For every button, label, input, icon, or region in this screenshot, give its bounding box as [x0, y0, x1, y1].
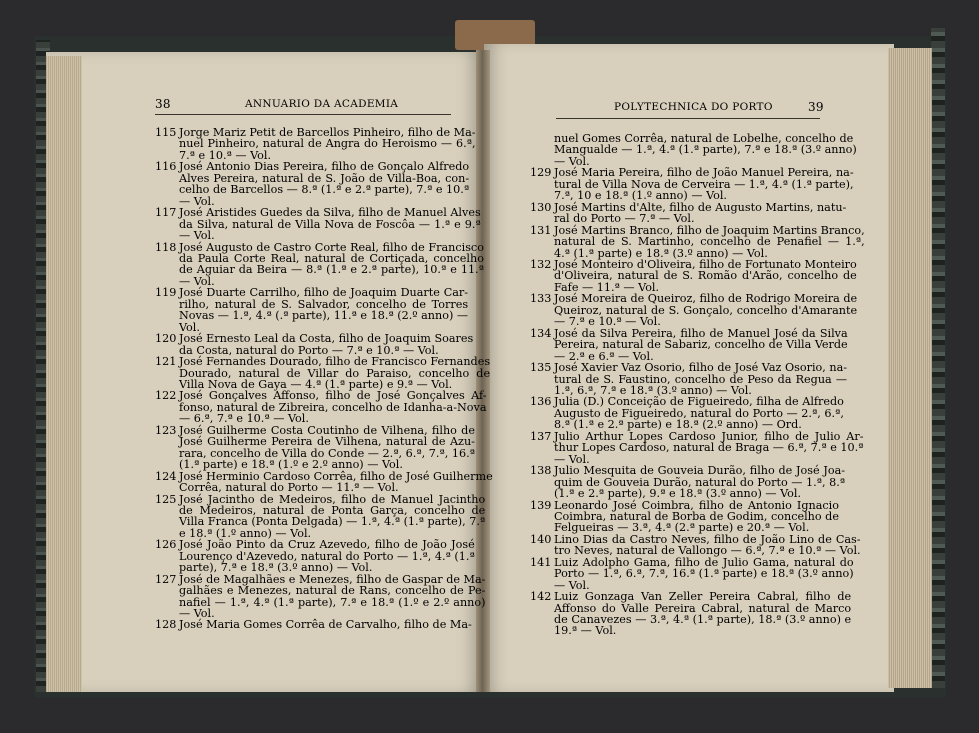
entry-line: José Augusto de Castro Corte Real, filho de Francisco: [179, 240, 484, 254]
entry-text: [554, 396, 844, 430]
entry-line: 4.ª (1.ª parte) e 18.ª (3.º anno) — Vol.: [554, 246, 768, 260]
entry-line: José Maria Pereira, filho de João Manuel Pereira, na-: [554, 166, 854, 180]
entry: [530, 590, 852, 638]
entry-text: [554, 328, 848, 362]
entry-text: [554, 293, 857, 327]
entry: [155, 286, 469, 334]
entry-text: [554, 500, 839, 534]
right-page-number: 39: [808, 100, 824, 114]
left-running-head: ANNUARIO DA ACADEMIA: [245, 98, 399, 110]
entry-line: 1.ª, 6.ª, 7.ª e 18.ª (3.º anno) — Vol.: [554, 383, 752, 397]
entry-number: 119: [155, 286, 177, 300]
entry-line: Corrêa, natural do Porto — 11.ª — Vol.: [179, 481, 399, 495]
entry-line: — Vol.: [554, 578, 590, 592]
entry-line: nafiel — 1.ª, 4.ª (1.ª parte), 7.ª e 18.ª (1.º e 2.º anno): [179, 595, 486, 609]
entry-text: [554, 225, 865, 259]
entry-number: 115: [155, 126, 177, 139]
entry-number: 135: [530, 361, 552, 375]
entry: [155, 206, 481, 243]
entry-line: Pereira, natural de Sabariz, concelho de Villa Verde: [554, 338, 848, 352]
entry-number: 125: [155, 492, 177, 506]
entry-number: 139: [530, 498, 552, 512]
entry-text: [179, 242, 484, 288]
entry-line: — Vol.: [179, 194, 215, 208]
entry-line: José Antonio Dias Pereira, filho de Gonçalo Alfredo: [179, 160, 470, 174]
entry-number: 129: [530, 166, 552, 180]
entry-line: José Herminio Cardoso Corrêa, filho de José Guilherme: [179, 469, 493, 483]
entry-line: 8.ª (1.ª e 2.ª parte) e 18.ª (2.º anno) — Ord.: [554, 418, 802, 432]
entry-number: 136: [530, 395, 552, 409]
left-page-stack: [46, 56, 82, 692]
entry-line: Mangualde — 1.ª, 4.ª (1.ª parte), 7.ª e 18.ª (3.º anno): [554, 143, 857, 157]
left-entries: [155, 126, 493, 632]
entry-text: [554, 557, 854, 591]
entry-text: [554, 465, 845, 499]
entry-line: Lourenço d'Azevedo, natural do Porto — 1.ª, 4.ª (1.ª: [179, 549, 475, 563]
entry-line: galhães e Menezes, natural de Rans, concelho de Pe-: [179, 584, 486, 598]
entry-number: 140: [530, 532, 552, 546]
entry: [155, 389, 487, 426]
entry-number: 134: [530, 326, 552, 340]
entry: [530, 498, 839, 535]
entry: [155, 355, 491, 391]
entry-line: Alves Pereira, natural de S. João de Villa-Boa, con-: [179, 171, 470, 185]
entry-line: tural de Villa Nova de Cerveira — 1.ª, 4.ª (1.ª parte),: [554, 177, 854, 191]
entry-number: 137: [530, 429, 552, 443]
entry-line: Villa Franca (Ponta Delgada) — 1.ª, 4.ª (1.ª parte), 7.ª: [179, 515, 486, 529]
entry-line: Novas — 1.ª, 4.ª (.ª parte), 11.ª e 18.ª (2.º anno) —: [179, 309, 469, 323]
entry-line: (1.ª e 2.ª parte), 9.ª e 18.ª (3.º anno) — Vol.: [554, 487, 802, 501]
entry-number: 124: [155, 469, 177, 483]
left-page-number: 38: [155, 97, 171, 111]
entry-line: Villa Nova de Gaya — 4.ª (1.ª parte) e 9.ª — Vol.: [179, 377, 453, 391]
entry-line: rilho, natural de S. Salvador, concelho de Torres: [179, 297, 469, 311]
entry-number: 121: [155, 355, 177, 369]
entry-line: natural de S. Martinho, concelho de Penafiel — 1.ª,: [554, 235, 865, 249]
entry-line: Julio Arthur Lopes Cardoso Junior, filho de Julio Ar-: [554, 429, 864, 443]
entry-line: d'Oliveira, natural de S. Romão d'Arão, concelho de: [554, 269, 857, 283]
entry: [530, 555, 854, 592]
entry-line: ral do Porto — 7.ª — Vol.: [554, 212, 695, 226]
entry-text: [179, 425, 475, 471]
entry: [530, 223, 865, 260]
entry-line: 19.ª — Vol.: [554, 624, 617, 638]
entry: [155, 423, 475, 472]
entry-number: 133: [530, 292, 552, 306]
entry-line: Felgueiras — 3.ª, 4.ª (2.ª parte) e 20.ª — Vol.: [554, 521, 810, 535]
entry-text: [179, 356, 490, 390]
entry: [155, 240, 484, 288]
entry-number: 117: [155, 206, 177, 220]
entry-number: 122: [155, 389, 177, 403]
entry-number: 130: [530, 200, 552, 214]
entry-text: [554, 167, 854, 201]
entry-line: José Gonçalves Affonso, filho de José Gonçalves Af-: [179, 389, 487, 403]
entry-line: tural de S. Faustino, concelho de Peso da Regua —: [554, 372, 848, 386]
entry-line: da Costa, natural do Porto — 7.ª e 10.ª — Vol.: [179, 343, 439, 357]
entry-number: 126: [155, 538, 177, 552]
entry-line: José João Pinto da Cruz Azevedo, filho de João José: [179, 538, 475, 552]
entry-text: [554, 431, 864, 465]
entry-line: José Monteiro d'Oliveira, filho de Fortunato Monteiro: [554, 257, 857, 271]
entry-text: [554, 534, 861, 557]
entry-line: José Guilherme Costa Coutinho de Vilhena, filho de: [179, 423, 475, 437]
entry-line: José Martins Branco, filho de Joaquim Martins Branco,: [554, 223, 865, 237]
entry-line: Coimbra, natural de Borba de Godim, concelho de: [554, 509, 839, 523]
entry-text: [179, 539, 475, 573]
entry-line: de Aguiar da Beira — 8.ª (1.ª e 2.ª parte), 10.ª e 11.ª: [179, 263, 484, 277]
entry-line: e 18.ª (1.º anno) — Vol.: [179, 526, 312, 540]
entry-number: 120: [155, 332, 177, 346]
entry-text: [554, 202, 846, 225]
entry-line: José Ernesto Leal da Costa, filho de Joaquim Soares: [179, 332, 474, 346]
entry: [530, 532, 861, 558]
right-header-rule: [556, 118, 820, 119]
entry-line: Dourado, natural de Villar do Paraiso, concelho de: [179, 366, 491, 380]
entry-line: da Silva, natural de Villa Nova de Foscôa — 1.ª e 9.ª: [179, 217, 481, 231]
entry-line: Queiroz, natural de S. Gonçalo, concelho d'Amarante: [554, 303, 858, 317]
entry: [530, 326, 848, 363]
entry-line: Vol.: [179, 320, 200, 334]
entry: [530, 429, 864, 466]
entry-number: 131: [530, 223, 552, 237]
entry-number: 132: [530, 257, 552, 271]
entry: [155, 492, 486, 540]
entry-line: celho de Barcellos — 8.ª (1.ª e 2.ª parte), 7.ª e 10.ª: [179, 183, 470, 197]
entry-line: — 6.ª, 7.ª e 10.ª — Vol.: [179, 412, 309, 426]
right-page-stack: [888, 48, 932, 688]
entry-line: rara, concelho de Villa do Conde — 2.ª, 6.ª, 7.ª, 16.ª: [179, 446, 475, 460]
entry-line: fonso, natural de Zibreira, concelho de Idanha-a-Nova: [179, 400, 487, 414]
entry-number: 142: [530, 590, 552, 604]
entry-line: Luiz Gonzaga Van Zeller Pereira Cabral, filho de: [554, 590, 852, 604]
entry-line: José Duarte Carrilho, filho de Joaquim Duarte Car-: [179, 286, 469, 300]
entry-line: — Vol.: [554, 154, 590, 168]
entry-line: Jorge Mariz Petit de Barcellos Pinheiro, filho de Ma-: [179, 126, 476, 139]
entry-number: 128: [155, 618, 177, 632]
entry: [530, 200, 847, 226]
entry-line: de Canavezes — 3.ª, 4.ª (1.ª parte), 18.ª (3.º anno) e: [554, 613, 852, 627]
entry-text: [179, 287, 468, 333]
continued-entry: [530, 132, 857, 168]
entry-line: José Aristides Guedes da Silva, filho de Manuel Alves: [179, 206, 481, 220]
entry-line: Fafe — 11.ª — Vol.: [554, 280, 660, 294]
entry-line: Affonso do Valle Pereira Cabral, natural de Marco: [554, 601, 852, 615]
entry: [530, 292, 858, 329]
entry: [530, 257, 857, 294]
entry-line: de Medeiros, natural de Ponta Garça, concelho de: [179, 503, 486, 517]
entry-line: 7.ª, 10 e 18.ª (1.º anno) — Vol.: [554, 189, 727, 203]
entry: [155, 160, 470, 208]
entry-text: [554, 362, 847, 396]
entry-line: Luiz Adolpho Gama, filho de Julio Gama, natural do: [554, 555, 854, 569]
entry-text: [554, 591, 851, 637]
entry-line: parte), 7.ª e 18.ª (3.º anno) — Vol.: [179, 561, 373, 575]
entry-line: José Jacintho de Medeiros, filho de Manuel Jacintho: [179, 492, 486, 506]
entry-line: José Moreira de Queiroz, filho de Rodrigo Moreira de: [554, 292, 858, 306]
entry: [155, 618, 472, 632]
left-header-rule: [155, 114, 451, 115]
entry-text: [179, 494, 485, 540]
entry-line: Porto — 1.ª, 6.ª, 7.ª, 16.ª (1.ª parte) e 18.ª (3.º anno): [554, 567, 854, 581]
entry-text: [179, 333, 473, 356]
entry-line: José da Silva Pereira, filho de Manuel José da Silva: [554, 326, 848, 340]
entry-line: — 2.ª e 6.ª — Vol.: [554, 349, 654, 363]
entry-line: José Fernandes Dourado, filho de Francisco Fernandes: [179, 355, 491, 369]
entry-line: 7.ª e 10.ª — Vol.: [179, 148, 272, 162]
entry: [530, 166, 854, 203]
entry: [155, 126, 476, 162]
entry-line: — Vol.: [179, 229, 215, 243]
right-entries: [530, 132, 865, 638]
entry-number: 118: [155, 240, 177, 254]
entry-text: [179, 127, 476, 161]
entry-line: José Maria Gomes Corrêa de Carvalho, filho de Ma-: [179, 618, 472, 632]
entry-line: Julia (D.) Conceição de Figueiredo, filha de Alfredo: [554, 395, 844, 409]
entry-line: José Xavier Vaz Osorio, filho de José Vaz Osorio, na-: [554, 361, 848, 375]
entry-number: 138: [530, 464, 552, 478]
entry-line: — Vol.: [179, 607, 215, 621]
entry-number: 123: [155, 423, 177, 437]
entry: [530, 361, 848, 397]
entry-number: 116: [155, 160, 177, 174]
entry-line: thur Lopes Cardoso, natural de Braga — 6.ª, 7.ª e 10.ª: [554, 441, 864, 455]
entry: [155, 538, 475, 575]
entry-line: José Martins d'Alte, filho de Augusto Martins, natu-: [554, 200, 847, 214]
entry: [155, 332, 474, 357]
entry-line: Leonardo José Coimbra, filho de Antonio Ignacio: [554, 498, 839, 512]
entry-line: quim de Gouveia Durão, natural do Porto — 1.ª, 8.ª: [554, 475, 846, 489]
entry-line: José Guilherme Pereira de Vilhena, natural de Azu-: [179, 435, 475, 449]
entry-line: Augusto de Figueiredo, natural do Porto — 2.ª, 6.ª,: [554, 406, 844, 420]
entry-line: Julio Mesquita de Gouveia Durão, filho de José Joa-: [554, 464, 846, 478]
entry-line: — Vol.: [179, 274, 215, 288]
entry-line: nuel Gomes Corrêa, natural de Lobelhe, concelho de: [554, 132, 854, 145]
entry-number: 141: [530, 555, 552, 569]
entry-text: [554, 259, 857, 293]
entry-text: [179, 574, 485, 620]
entry: [530, 464, 846, 501]
entry-text: [179, 471, 493, 494]
entry: [530, 395, 844, 432]
entry-line: José de Magalhães e Menezes, filho de Gaspar de Ma-: [179, 572, 486, 586]
entry-line: (1.ª parte) e 18.ª (1.º e 2.º anno) — Vol.: [179, 458, 403, 472]
entry-text: [179, 207, 481, 241]
entry-text: [179, 619, 472, 630]
entry-line: da Paula Corte Real, natural de Cortiçada, concelho: [179, 251, 484, 265]
entry-text: [179, 161, 469, 207]
entry-line: tro Neves, natural de Vallongo — 6.ª, 7.ª e 10.ª — Vol.: [554, 544, 861, 558]
entry-number: 127: [155, 572, 177, 586]
entry-line: — Vol.: [554, 452, 590, 466]
cover-edge-right: [931, 28, 945, 688]
entry: [155, 572, 486, 621]
entry-line: Lino Dias da Castro Neves, filho de João Lino de Cas-: [554, 532, 861, 546]
right-running-head: POLYTECHNICA DO PORTO: [614, 101, 773, 113]
entry: [155, 469, 493, 495]
entry-line: — 7.ª e 10.ª — Vol.: [554, 315, 661, 329]
entry-line: nuel Pinheiro, natural de Angra do Heroismo — 6.ª,: [179, 137, 476, 151]
entry-text: [179, 390, 487, 424]
